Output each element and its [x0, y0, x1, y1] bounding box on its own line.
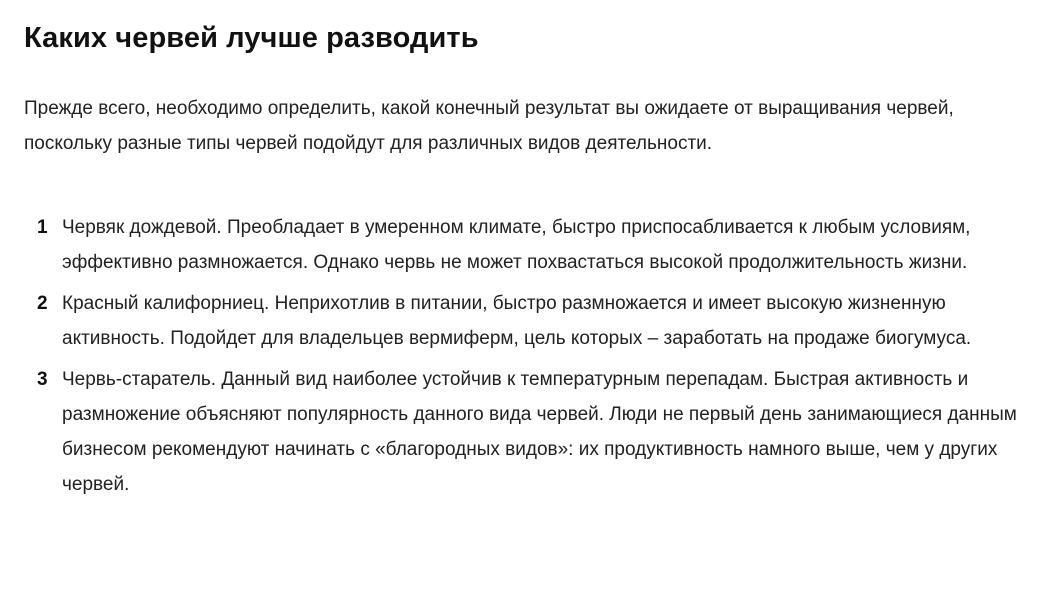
- list-item: [24, 210, 1034, 280]
- list-item-text: Красный калифорниец. Неприхотлив в питании, быстро размножается и имеет высокую жизненную активность. Подойдет для владельцев вермиферм, цель которых – заработать на продаже биогумуса.: [62, 293, 972, 349]
- article-intro: Прежде всего, необходимо определить, какой конечный результат вы ожидаете от выращивания червей, поскольку разные типы червей подойдут для различных видов деятельности.: [24, 98, 954, 154]
- list-item: [24, 362, 1034, 502]
- article-title: Каких червей лучше разводить: [24, 22, 479, 54]
- list-item-number: 2: [37, 293, 48, 314]
- list-item-number: 3: [37, 369, 48, 390]
- list-item-text: Червяк дождевой. Преобладает в умеренном климате, быстро приспосабливается к любым условиям, эффективно размножается. Однако червь не может похвастаться высокой продолжительность жизни.: [62, 217, 971, 273]
- list-item: [24, 286, 1034, 356]
- list-item-text: Червь-старатель. Данный вид наиболее устойчив к температурным перепадам. Быстрая активность и размножение объясняют популярность данного вида червей. Люди не первый день занимающиеся данным бизнесом рекомендуют начинать с «благородных видов»: их продуктивность намного выше, чем у других червей.: [62, 369, 1017, 495]
- worm-types-list: [24, 210, 1034, 508]
- list-item-number: 1: [37, 217, 48, 238]
